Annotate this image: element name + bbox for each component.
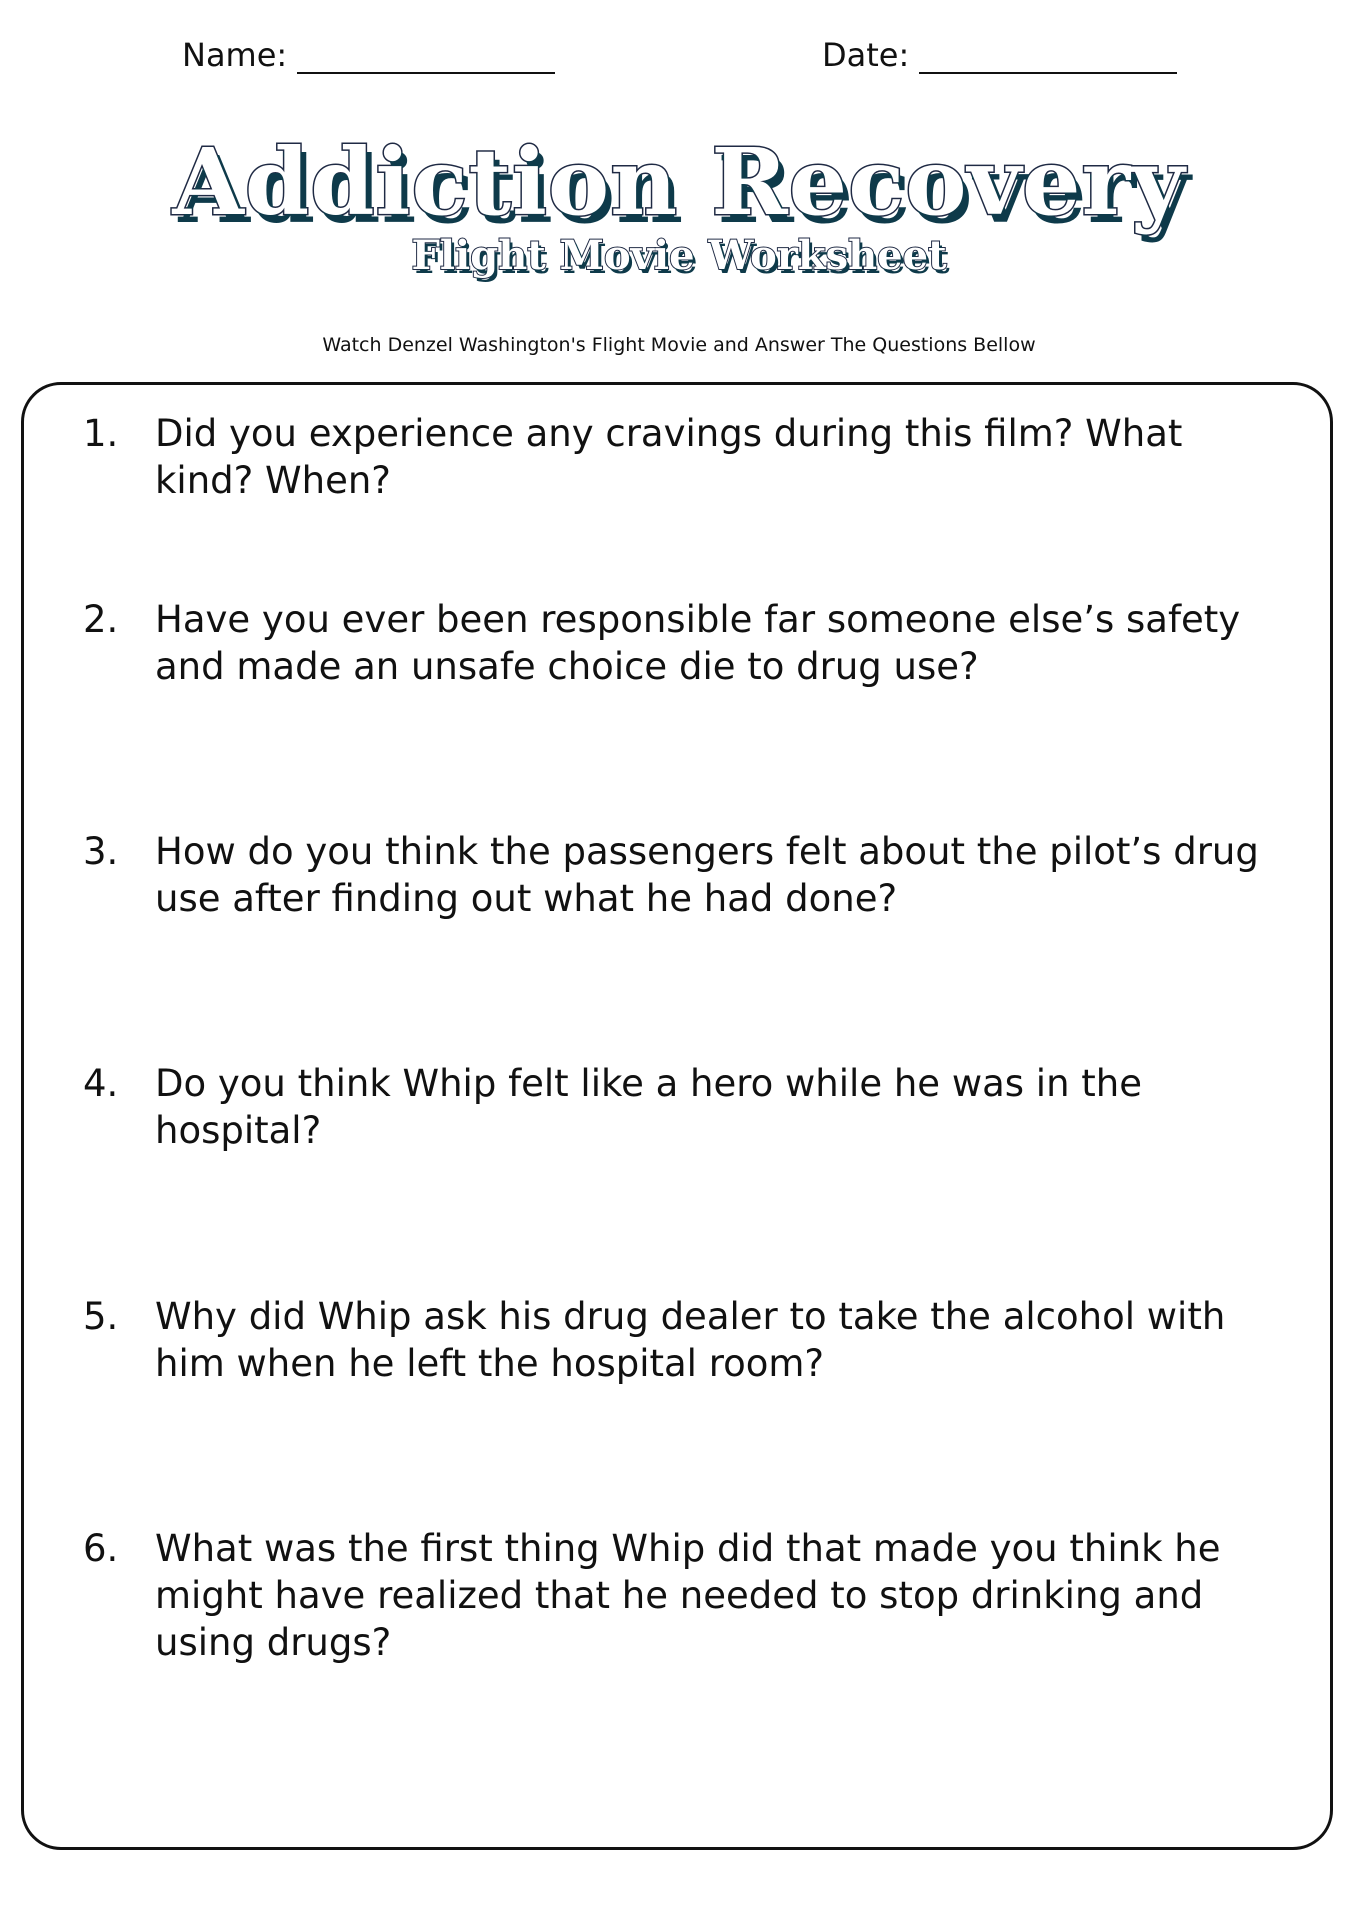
name-blank[interactable] [297, 36, 555, 74]
date-label: Date: [822, 36, 910, 74]
question-number: 3. [83, 830, 119, 873]
question-number: 2. [83, 598, 119, 641]
question-item [83, 1525, 1283, 1666]
instructions: Watch Denzel Washington's Flight Movie and Answer The Questions Bellow [322, 334, 1036, 356]
question-item [83, 410, 1283, 504]
question-text: Did you experience any cravings during this film? What kind? When? [155, 412, 1183, 502]
date-blank[interactable] [919, 36, 1177, 74]
question-item [83, 1293, 1283, 1387]
question-text: What was the first thing Whip did that made you think he might have realized that he needed to stop drinking and using drugs? [155, 1527, 1221, 1664]
question-number: 6. [83, 1527, 119, 1570]
date-field [822, 36, 1177, 74]
question-number: 4. [83, 1062, 119, 1105]
question-text: How do you think the passengers felt about the pilot’s drug use after finding out what he had done? [155, 830, 1259, 920]
question-number: 1. [83, 412, 119, 455]
question-item [83, 828, 1283, 922]
name-label: Name: [182, 36, 288, 74]
question-item [83, 1060, 1283, 1154]
question-text: Why did Whip ask his drug dealer to take the alcohol with him when he left the hospital room? [155, 1295, 1226, 1385]
question-number: 5. [83, 1295, 119, 1338]
question-text: Do you think Whip felt like a hero while he was in the hospital? [155, 1062, 1143, 1152]
worksheet-title: Addiction Recovery [172, 128, 1186, 236]
question-text: Have you ever been responsible far someone else’s safety and made an unsafe choice die to drug use? [155, 598, 1241, 688]
worksheet-subtitle: Flight Movie Worksheet [411, 232, 947, 279]
name-field [182, 36, 555, 74]
question-item [83, 596, 1283, 690]
